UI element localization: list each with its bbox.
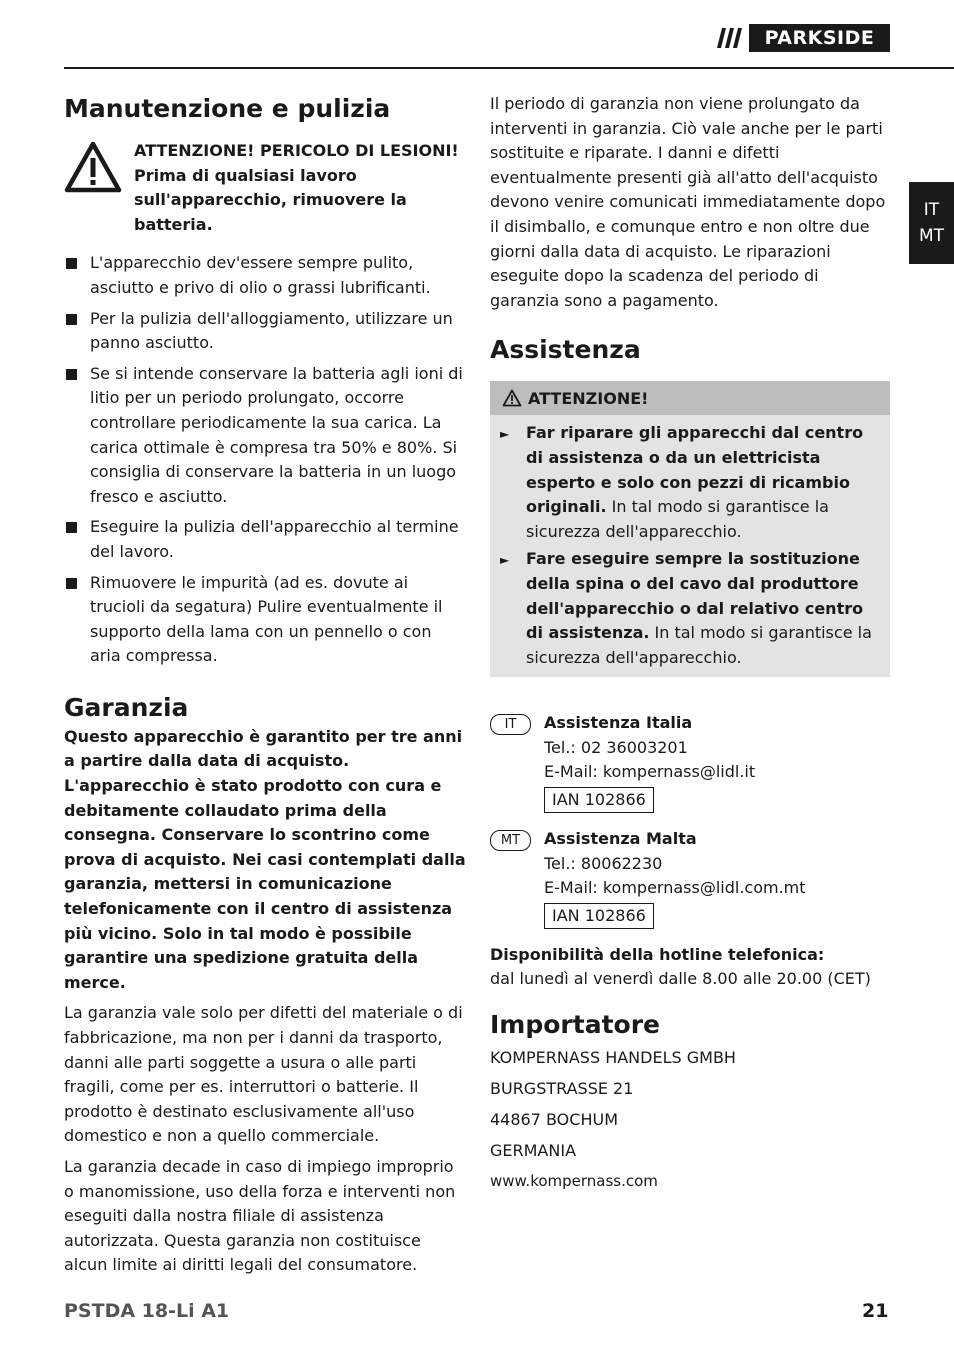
website-link[interactable]: www.kompernass.com	[490, 1172, 658, 1191]
warranty-paragraph-3: Il periodo di garanzia non viene prolungato da interventi in garanzia. Ciò vale anche per le parti sostituite e riparate. I danni e difetti eventualmente presenti già all'atto dell'acquisto devono venire comunicati immediatamente dopo il disimballo, e comunque entro e non oltre due giorni dalla data di acquisto. Le riparazioni eseguite dopo la scadenza del periodo di garanzia sono a pagamento.	[490, 94, 886, 310]
list-item: Per la pulizia dell'alloggiamento, utilizzare un panno asciutto.	[64, 307, 466, 356]
contact-phone: Tel.: 02 36003201	[544, 737, 688, 757]
warranty-title: Garanzia	[64, 692, 189, 722]
contact-email: E-Mail: kompernass@lidl.it	[544, 762, 756, 782]
warning-triangle-icon	[64, 139, 134, 237]
importer-line: KOMPERNASS HANDELS GMBH	[490, 1048, 736, 1068]
bullet-square-icon	[66, 578, 77, 589]
importer-address	[490, 1042, 890, 1197]
injury-warning	[64, 139, 466, 237]
warning-text: ATTENZIONE! PERICOLO DI LESIONI! Prima di qualsiasi lavoro sull'apparecchio, rimuovere la batteria.	[134, 141, 459, 234]
hotline-label: Disponibilità della hotline telefonica:	[490, 944, 825, 964]
maintenance-title: Manutenzione e pulizia	[64, 94, 391, 123]
hotline-hours: dal lunedì al venerdì dalle 8.00 alle 20.00 (CET)	[490, 969, 871, 989]
country-badge: IT	[490, 714, 531, 735]
warranty-intro: Questo apparecchio è garantito per tre anni a partire dalla data di acquisto. L'apparecchio è stato prodotto con cura e debitamente collaudato prima della consegna. Conservare lo scontrino come prova di acquisto. Nei casi contemplati dalla garanzia, mettersi in comunicazione telefonicamente con il centro di assistenza più vicino. Solo in tal modo è possibile garantire una spedizione gratuita della merce.	[64, 726, 466, 992]
bullet-square-icon	[66, 369, 77, 380]
attention-box	[490, 381, 890, 677]
list-item: Rimuovere le impurità (ad es. dovute ai trucioli da segatura) Pulire eventualmente il supporto della lama con un pennello o con aria compressa.	[64, 571, 466, 669]
country-badge: MT	[490, 830, 531, 851]
attention-body	[490, 415, 890, 677]
service-title: Assistenza	[490, 335, 641, 365]
contact-name: Assistenza Italia	[544, 713, 693, 733]
brand-name: PARKSIDE	[749, 24, 890, 52]
left-column	[64, 92, 466, 1278]
attention-item: ► Far riparare gli apparecchi dal centro di assistenza o da un elettricista esperto e solo con pezzi di ricambio originali. In tal modo si garantisce la sicurezza dell'apparecchio.	[500, 423, 864, 541]
importer-line: 44867 BOCHUM	[490, 1110, 618, 1130]
importer-line: GERMANIA	[490, 1141, 577, 1161]
maintenance-list	[64, 251, 466, 669]
list-item: Eseguire la pulizia dell'apparecchio al termine del lavoro.	[64, 515, 466, 564]
contact-name: Assistenza Malta	[544, 829, 697, 849]
header-rule	[64, 67, 954, 69]
right-column	[490, 92, 890, 1197]
list-item: L'apparecchio dev'essere sempre pulito, asciutto e privo di olio o grassi lubrificanti.	[64, 251, 466, 300]
model-number: PSTDA 18-Li A1	[64, 1300, 230, 1322]
bullet-square-icon	[66, 522, 77, 533]
attention-triangle-icon	[502, 389, 522, 407]
contact-phone: Tel.: 80062230	[544, 853, 663, 873]
lang-it: IT	[923, 200, 940, 220]
ian-number: IAN 102866	[544, 787, 654, 813]
importer-title: Importatore	[490, 1010, 660, 1040]
logo-slashes-icon	[713, 24, 749, 52]
page-number: 21	[862, 1300, 889, 1322]
list-item: Se si intende conservare la batteria agli ioni di litio per un periodo prolungato, occorre controllare periodicamente la sua carica. La carica ottimale è compresa tra 50% e 80%. Si consiglia di conservare la batteria in un luogo fresco e asciutto.	[64, 362, 466, 510]
lang-mt: MT	[918, 226, 945, 246]
importer-line: BURGSTRASSE 21	[490, 1079, 634, 1099]
contact-email: E-Mail: kompernass@lidl.com.mt	[544, 878, 806, 898]
language-tab	[909, 182, 954, 264]
bullet-square-icon	[66, 314, 77, 325]
warranty-paragraph-2: La garanzia decade in caso di impiego improprio o manomissione, uso della forza e interventi non eseguiti dalla nostra filiale di assistenza autorizzata. Questa garanzia non costituisce alcun limite ai diritti legali del consumatore.	[64, 1156, 456, 1275]
attention-item: ► Fare eseguire sempre la sostituzione della spina o del cavo dal produttore dell'apparecchio o dal relativo centro di assistenza. In tal modo si garantisce la sicurezza dell'apparecchio.	[500, 549, 872, 667]
parkside-logo	[713, 24, 890, 52]
attention-header	[490, 381, 890, 415]
bullet-square-icon	[66, 258, 77, 269]
contact-malta	[490, 827, 890, 929]
contact-italy	[490, 711, 890, 813]
attention-label: ATTENZIONE!	[528, 388, 649, 408]
ian-number: IAN 102866	[544, 903, 654, 929]
arrow-right-icon: ►	[500, 553, 510, 568]
arrow-right-icon: ►	[500, 427, 510, 442]
warranty-paragraph-1: La garanzia vale solo per difetti del materiale o di fabbricazione, ma non per i danni da trasporto, danni alle parti soggette a usura o alle parti fragili, come per es. interruttori o batterie. Il prodotto è destinato esclusivamente all'uso domestico e non a quello commerciale.	[64, 1003, 463, 1146]
